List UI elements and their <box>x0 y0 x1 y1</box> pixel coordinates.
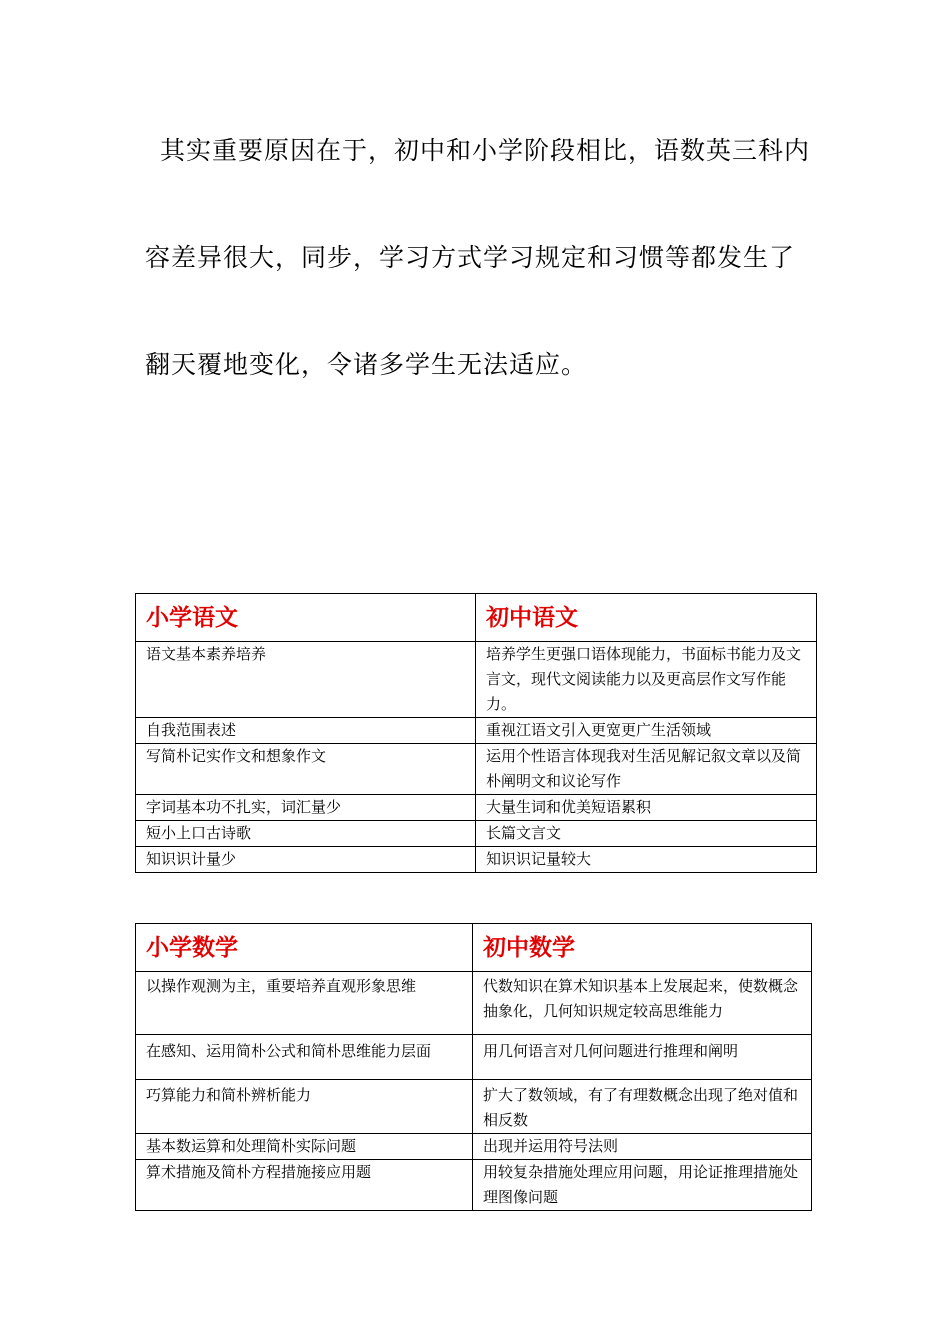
table-cell: 字词基本功不扎实，词汇量少 <box>136 795 476 821</box>
table-cell: 出现并运用符号法则 <box>473 1134 812 1160</box>
table-cell: 以操作观测为主，重要培养直观形象思维 <box>136 972 473 1035</box>
table-cell: 知识识计量少 <box>136 847 476 873</box>
table-cell: 语文基本素养培养 <box>136 642 476 718</box>
table-row <box>136 718 817 744</box>
table-row <box>136 1080 812 1134</box>
math-comparison-table <box>135 923 812 1211</box>
header-junior-chinese: 初中语文 <box>476 594 817 642</box>
table-cell: 用较复杂措施处理应用问题，用论证推理措施处理图像问题 <box>473 1160 812 1211</box>
table-row <box>136 1134 812 1160</box>
table-header-row <box>136 924 812 972</box>
header-primary-math: 小学数学 <box>136 924 473 972</box>
table-row <box>136 795 817 821</box>
table-cell: 巧算能力和简朴辨析能力 <box>136 1080 473 1134</box>
table-row <box>136 972 812 1035</box>
intro-line-2: 容差异很大，同步，学习方式学习规定和习惯等都发生了 <box>145 243 796 272</box>
table-row <box>136 1160 812 1211</box>
table-cell: 写简朴记实作文和想象作文 <box>136 744 476 795</box>
header-junior-math: 初中数学 <box>473 924 812 972</box>
table-row <box>136 847 817 873</box>
table-cell: 用几何语言对几何问题进行推理和阐明 <box>473 1035 812 1080</box>
table-cell: 大量生词和优美短语累积 <box>476 795 817 821</box>
chinese-comparison-table <box>135 593 817 873</box>
table-cell: 短小上口古诗歌 <box>136 821 476 847</box>
table-row <box>136 821 817 847</box>
table-cell: 运用个性语言体现我对生活见解记叙文章以及简朴阐明文和议论写作 <box>476 744 817 795</box>
table-cell: 长篇文言文 <box>476 821 817 847</box>
table-row <box>136 744 817 795</box>
intro-line-3: 翻天覆地变化，令诸多学生无法适应。 <box>145 350 588 379</box>
table-cell: 基本数运算和处理简朴实际问题 <box>136 1134 473 1160</box>
intro-line-1: 其实重要原因在于，初中和小学阶段相比，语数英三科内 <box>160 136 811 165</box>
table-row <box>136 1035 812 1080</box>
table-cell: 自我范围表述 <box>136 718 476 744</box>
table-cell: 知识识记量较大 <box>476 847 817 873</box>
table-row <box>136 642 817 718</box>
header-primary-chinese: 小学语文 <box>136 594 476 642</box>
table-cell: 算术措施及简朴方程措施接应用题 <box>136 1160 473 1211</box>
table-header-row <box>136 594 817 642</box>
table-cell: 在感知、运用简朴公式和简朴思维能力层面 <box>136 1035 473 1080</box>
table-cell: 重视江语文引入更宽更广生活领域 <box>476 718 817 744</box>
table-cell: 代数知识在算术知识基本上发展起来，使数概念抽象化，几何知识规定较高思维能力 <box>473 972 812 1035</box>
table-cell: 培养学生更强口语体现能力，书面标书能力及文言文，现代文阅读能力以及更高层作文写作能力。 <box>476 642 817 718</box>
table-cell: 扩大了数领域，有了有理数概念出现了绝对值和相反数 <box>473 1080 812 1134</box>
